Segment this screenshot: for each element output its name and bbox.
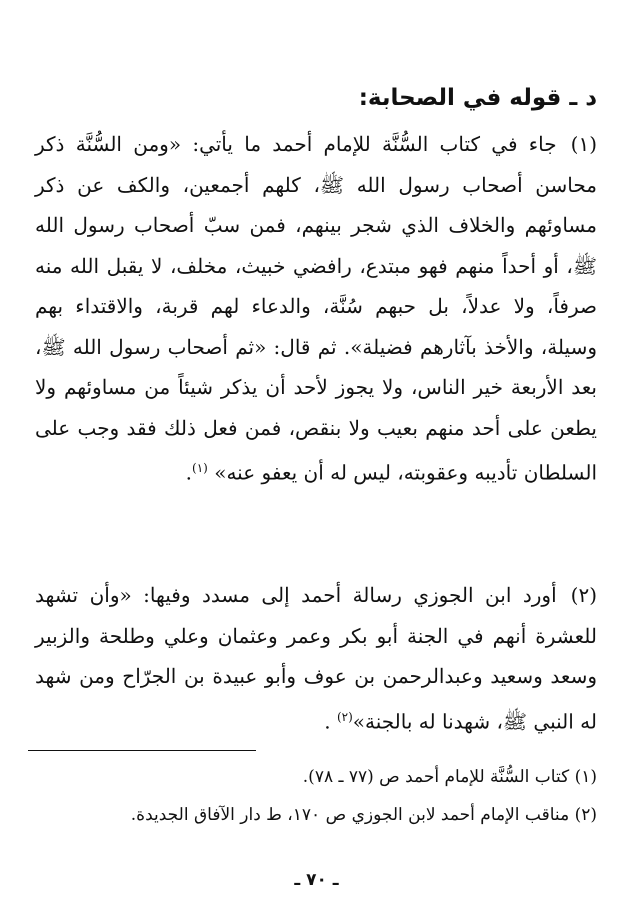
section-heading: د ـ قوله في الصحابة: [358, 85, 597, 111]
paragraph-2 [35, 575, 597, 742]
paragraph-number: (٢) [570, 583, 597, 607]
footnote-1: (١) كتاب السُّنَّة للإمام أحمد ص (٧٧ ـ ٧٨). [302, 767, 597, 787]
footnote-divider [28, 750, 256, 751]
footnote-reference: (٢) [336, 709, 353, 724]
paragraph-end: . [185, 460, 193, 485]
paragraph-text: جاء في كتاب السُّنَّة للإمام أحمد ما يأتي: «ومن السُّنَّة ذكر محاسن أصحاب رسول الله ﷺ، كلهم أجمعين، والكف عن ذكر مساوئهم والخلاف الذي شجر بينهم، فمن سبّ أصحاب رسول الله ﷺ، أو أحداً منهم فهو مبتدع، رافضي خبيث، مخلف، لا يقبل الله منه صرفاً، ولا عدلاً، بل حبهم سُنَّة، والدعاء لهم قربة، والاقتداء بهم وسيلة، والأخذ بآثارهم فضيلة». ثم قال: «ثم أصحاب رسول الله ﷺ، بعد الأربعة خير الناس، ولا يجوز لأحد أن يذكر شيئاً من مساوئهم ولا يطعن على أحد منهم بعيب ولا بنقص، فمن فعل ذلك فقد وجب على السلطان تأديبه وعقوبته، ليس له أن يعفو عنه» [35, 132, 597, 485]
paragraph-end: . [324, 709, 331, 734]
footnote-reference: (١) [192, 461, 208, 475]
paragraph-text: أورد ابن الجوزي رسالة أحمد إلى مسدد وفيها: «وأن تشهد للعشرة أنهم في الجنة أبو بكر وعمر وعثمان وعلي وطلحة والزبير وسعد وسعيد وعبدالرحمن بن عوف وأبو عبيدة بن الجرّاح ومن شهد له النبي ﷺ، شهدنا له بالجنة» [35, 583, 597, 734]
paragraph-number: (١) [570, 132, 597, 156]
paragraph-1 [35, 124, 597, 493]
page-number: ـ ٧٠ ـ [294, 870, 339, 890]
footnote-2: (٢) مناقب الإمام أحمد لابن الجوزي ص ١٧٠، ط دار الآفاق الجديدة. [130, 805, 597, 825]
